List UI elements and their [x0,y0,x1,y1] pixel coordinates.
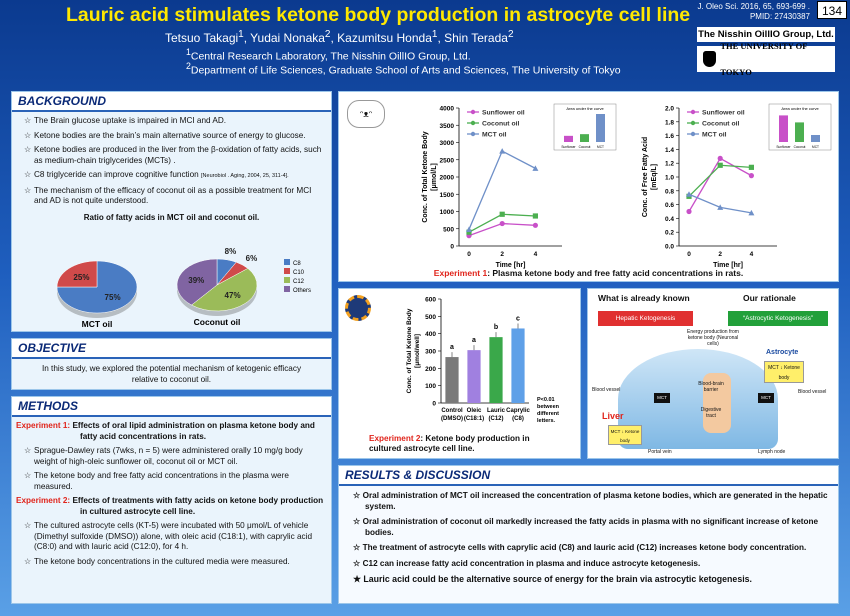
legend-marker [691,121,695,125]
ketone-line-chart [387,96,627,271]
x-tick-label: Caprylic [506,408,530,414]
data-point [499,148,505,154]
data-point [500,212,505,217]
objective-text: In this study, we explored the potential mechanism of ketogenic efficacy relative to coconut oil. [41,364,302,384]
significance-letter: a [472,337,476,345]
legend-label: C8 [293,261,301,267]
inset-category: Coconut [793,145,806,149]
bar [489,337,502,403]
legend-label: Coconut oil [702,120,740,128]
y-tick-label: 400 [425,331,436,339]
significance-letter: b [493,324,499,332]
y-tick-label: 2000 [439,174,454,182]
pie-chart-label: Coconut oil [193,317,241,327]
methods-panel [11,396,332,604]
x-tick-label: 4 [533,251,538,258]
inset-category: Coconut [578,145,591,149]
data-point [500,221,505,226]
x-axis-label: Time [hr] [495,262,526,269]
results-heading: RESULTS & DISCUSSION [339,466,838,486]
inset-category: MCT [597,145,604,149]
diagram-right-title: Our rationale [743,293,796,303]
result-item: ☆ C12 can increase fatty acid concentration in plasma and induce astrocyte ketogenesis. [353,558,701,568]
experiment2-panel [338,288,581,459]
pie-data-label: 25% [73,272,90,282]
lymph-node-label: Lymph node [758,449,786,455]
methods-item: ☆ Sprague-Dawley rats (7wks, n = 5) were administered orally 10 mg/g body weight of high-oleic sunflower oil, coconut oil or MCT oil. [24,446,303,466]
legend-swatch [284,259,290,265]
methods-item: ☆ The cultured astrocyte cells (KT-5) were incubated with 50 μmol/L of vehicle (Dimethyl sulfoxide (DMSO)) alone, with oleic acid (C18:1), with caprylic acid (C8:0) and with lauric acid (C12:0), for 4 h. [24,521,313,551]
y-tick-label: 100 [425,383,436,391]
x-tick-label: 0 [467,251,471,258]
data-point [533,213,538,218]
x-tick-label: 2 [718,251,723,258]
background-panel [11,91,332,332]
y-tick-label: 600 [425,296,436,304]
bar [445,357,458,403]
author-list: Tetsuo Takagi$^1$, Yudai Nonaka$^2$, Kazumitsu Honda$^1$, Shin Terada$^2$ [165,29,514,45]
y-axis-label: Conc. of Total Ketone Body[μmol/well] [406,308,421,394]
legend-label: MCT oil [482,131,507,139]
result-conclusion: ★ Lauric acid could be the alternative source of energy for the brain via astrocytic ketogenesis. [353,574,752,584]
legend-marker [471,110,475,114]
hepatic-ketogenesis-label: Hepatic Ketogenesis [598,311,693,326]
y-tick-label: 300 [425,348,436,356]
x-tick-label: Lauric [486,408,506,414]
poster-title: Lauric acid stimulates ketone body production in astrocyte cell line [66,4,691,26]
background-item: ☆ C8 triglyceride can improve cognitive function [Neurobiol . Aging, 2004, 25, 311-4]. [24,170,289,179]
y-tick-label: 0 [450,243,454,251]
inset-bar [580,134,589,142]
y-tick-label: 200 [425,365,436,373]
inset-bar [811,135,820,142]
head-silhouette [618,349,778,449]
pie-data-label: 39% [188,276,205,286]
x-tick-label: 2 [500,251,505,258]
legend-label: Sunflower oil [702,109,745,117]
methods-item: ☆ The ketone body and free fatty acid concentrations in the plasma were measured. [24,471,289,491]
x-tick-label: Control [441,408,463,414]
background-item: ☆ The Brain glucose uptake is impaired in MCI and AD. [24,116,227,125]
pie-title: Ratio of fatty acids in MCT oil and coconut oil. [83,212,260,222]
ketone-bar-chart [379,291,615,431]
y-tick-label: 0.8 [664,188,674,196]
series-line [689,194,751,213]
data-point [749,165,754,170]
legend-marker [471,121,475,125]
y-tick-label: 0.4 [664,215,674,223]
result-item: ☆ Oral administration of MCT oil increased the concentration of plasma ketone bodies, which are generated in the hepatic system. [353,491,828,511]
background-item: ☆ Ketone bodies are the brain’s main alternative source of energy to glucose. [24,130,306,140]
ketogenesis-diagram [587,288,839,459]
legend-label: C10 [293,270,305,276]
inset-category: MCT [812,145,819,149]
y-tick-label: 1500 [439,191,454,199]
y-tick-label: 3500 [439,122,454,130]
y-axis-label: Conc. of Total Ketone Body [μmol/L] [422,131,438,223]
y-tick-label: 1.0 [664,174,674,182]
pie-data-label: 8% [224,247,237,257]
citation-journal: J. Oleo Sci. 2016, 65, 693-699 . [697,2,810,11]
citation-pmid: PMID: 27430387 [749,12,810,21]
blood-vessel-right-label: Blood vessel [798,389,827,395]
liver-mct-box: MCT ↓ Ketone body [608,425,642,445]
background-item: ☆ Ketone bodies are produced in the liver from the β-oxidation of fatty acids, such as medium-chain triglycerides (MCTs) . [24,145,322,165]
blood-vessel-left-label: Blood vessel [592,387,621,393]
mct-box-right: MCT [758,393,774,403]
ginkgo-seal-icon [703,51,716,67]
y-tick-label: 1000 [439,209,454,216]
data-point [718,163,723,168]
x-tick-label: (DMSO) [441,416,463,422]
citation [697,2,810,22]
objective-heading: OBJECTIVE [12,339,331,359]
inset-bar [779,115,788,142]
nisshin-logo: The Nisshin OillIO Group, Ltd. [698,29,834,40]
legend-label: Coconut oil [482,120,520,128]
experiment1-caption: Experiment 1: Plasma ketone body and free fatty acid concentrations in rats. [433,268,744,278]
liver-label: Liver [602,411,624,421]
legend-swatch [284,277,290,283]
portal-vein-label: Portal vein [648,449,672,455]
data-point [533,223,538,228]
data-point [532,165,538,171]
university-of-tokyo-logo: THE UNIVERSITY OF TOKYO [697,46,835,72]
result-item: ☆ Oral administration of coconut oil markedly increased the fatty acids in plasma with no significant increase of ketone bodies. [353,517,819,537]
significance-note: P<0.01 between different letters. [537,397,560,424]
bbb-label: Blood-brain barrier [698,381,724,393]
background-heading: BACKGROUND [12,92,331,112]
data-point [686,209,691,214]
y-tick-label: 0 [432,400,436,408]
astrocyte-label: Astrocyte [766,349,799,356]
series-line [469,151,535,229]
significance-letter: c [516,315,520,323]
inset-category: Sunflower [561,145,576,149]
exp1-title: Experiment 1: Effects of oral lipid administration on plasma ketone body and fatty acid concentrations in rats. [16,421,315,441]
inset-title: Area under the curve [781,106,819,111]
legend-swatch [284,286,290,292]
inset-bar [795,122,804,142]
fatty-acid-pie-charts [12,245,331,330]
data-point [749,173,754,178]
legend-marker [471,132,475,136]
pie-data-label: 75% [104,293,121,303]
y-tick-label: 1.4 [664,146,674,154]
methods-heading: METHODS [12,397,331,417]
astrocyte-mct-box: MCT ↓ Ketone body [764,361,804,383]
y-axis-label: Conc. of Free Fatty Acid [mEq/L] [642,136,658,218]
y-tick-label: 2500 [439,157,454,165]
diagram-left-title: What is already known [598,293,690,303]
inset-title: Area under the curve [566,106,604,111]
pie-data-label: 6% [245,253,258,263]
y-tick-label: 0.6 [664,202,674,210]
legend-label: Sunflower oil [482,109,525,117]
digestive-label: Digestive tract [700,407,722,419]
ffa-line-chart [607,96,837,271]
legend-marker [691,132,695,136]
bar [467,350,480,403]
y-tick-label: 500 [443,226,454,234]
poster-header [0,0,850,88]
inset-bar [564,136,573,142]
energy-label: Energy production from ketone body (Neuronal cells) [687,329,739,347]
pie-chart-label: MCT oil [81,319,113,329]
result-item: ☆ The treatment of astrocyte cells with caprylic acid (C8) and lauric acid (C12) increases ketone body concentration. [353,543,807,552]
x-tick-label: (C18:1) [463,416,485,422]
astrocytic-ketogenesis-label: “Astrocytic Ketogenesis” [728,311,828,326]
y-tick-label: 2.0 [664,105,674,113]
astrocyte-icon [345,295,371,321]
page-number: 134 [817,1,847,19]
mct-box-left: MCT [654,393,670,403]
y-tick-label: 1.8 [664,119,674,127]
x-tick-label: 4 [749,251,754,258]
x-tick-label: Oleic [466,408,482,414]
affiliation-1: $^1$Central Research Laboratory, The Nisshin OillIO Group, Ltd. [186,47,471,63]
y-tick-label: 1.6 [664,133,674,141]
seal-mascot-icon: ᵔᴥᵔ [347,100,385,128]
results-panel [338,465,839,604]
affiliation-2: $^2$Department of Life Sciences, Graduate School of Arts and Sciences, The University of Tokyo [186,61,621,77]
inset-category: Sunflower [776,145,791,149]
x-tick-label: (C12) [488,416,504,422]
y-tick-label: 0.0 [664,243,674,251]
background-item: ☆ The mechanism of the efficacy of coconut oil as a possible treatment for MCI and AD is not quite understood. [24,185,312,205]
data-point [718,156,723,161]
experiment2-caption: Experiment 2: Ketone body production in cultured astrocyte cell line. [369,434,530,453]
legend-marker [691,110,695,114]
data-point [466,226,472,232]
experiment1-panel [338,91,839,282]
x-tick-label: 0 [687,251,691,258]
legend-swatch [284,268,290,274]
legend-label: MCT oil [702,131,727,139]
significance-letter: a [450,344,454,352]
methods-item: ☆ The ketone body concentrations in the cultured media were measured. [24,556,290,566]
inset-bar [596,114,605,142]
y-tick-label: 0.2 [664,229,674,237]
y-tick-label: 4000 [439,105,454,113]
bar [511,328,524,403]
exp2-title: Experiment 2: Effects of treatments with fatty acids on ketone body production in cultured astrocyte cell line. [16,496,324,516]
x-axis-label: Time [hr] [713,262,743,269]
legend-label: C12 [293,279,305,285]
y-tick-label: 3000 [439,140,454,147]
objective-panel [11,338,332,390]
y-tick-label: 500 [425,313,436,321]
x-tick-label: (C8) [512,416,524,422]
y-tick-label: 1.2 [664,160,674,168]
pie-data-label: 47% [224,291,241,301]
legend-label: Others [293,288,312,294]
